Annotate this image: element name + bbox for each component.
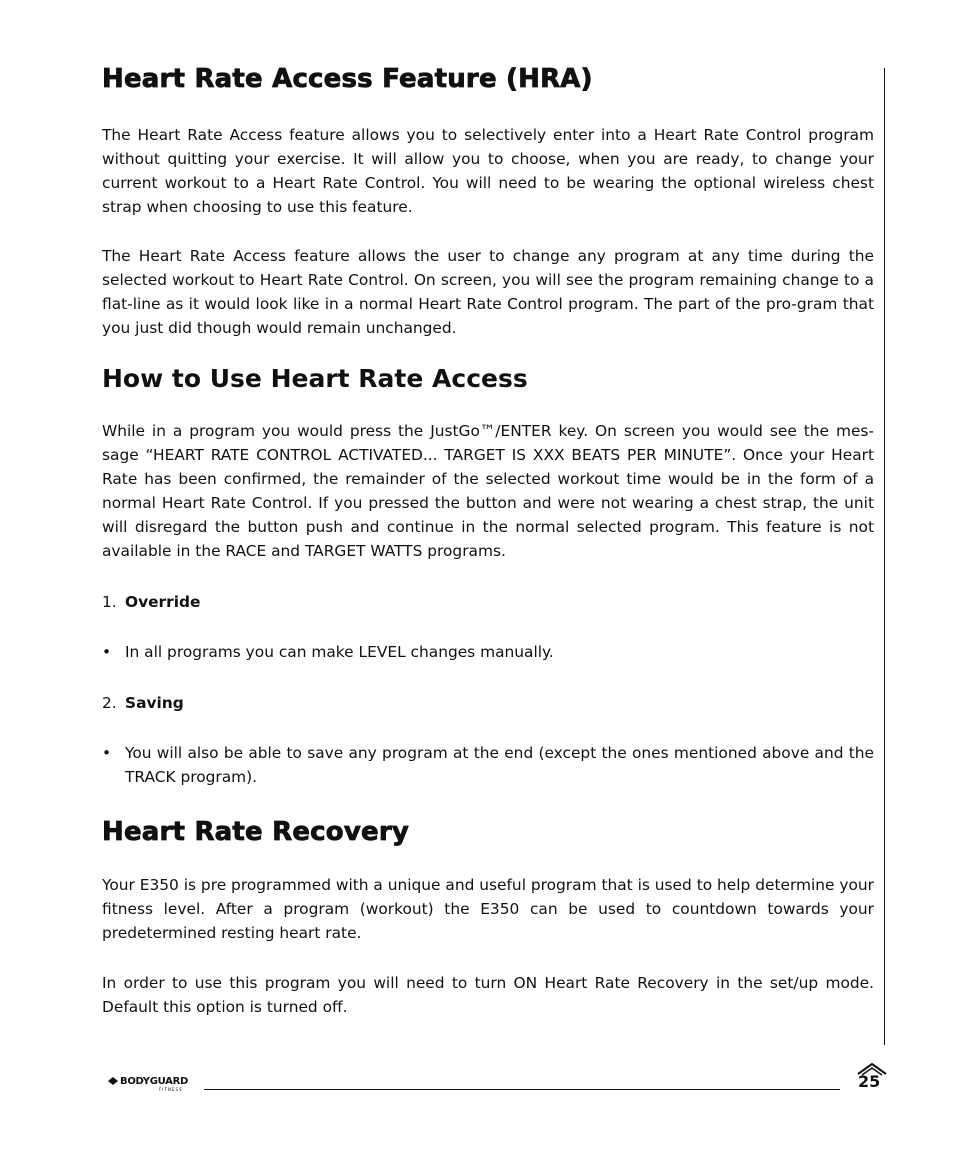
list-label: Saving	[125, 694, 184, 712]
list-label: Override	[125, 593, 201, 611]
bullet-text: In all programs you can make LEVEL changes manually.	[125, 643, 554, 661]
recovery-paragraph-1: Your E350 is pre programmed with a unique and useful program that is used to help determine your fitness level. After a program (workout) the E350 can be used to countdown towards your predetermined resting heart rate.	[102, 876, 874, 942]
right-margin-rule	[884, 68, 885, 1045]
hra-paragraph-1: The Heart Rate Access feature allows you to selectively enter into a Heart Rate Control program without quitting your exercise. It will allow you to choose, when you are ready, to change your current workout to a Heart Rate Control. You will need to be wearing the optional wireless chest strap when choosing to use this feature.	[102, 126, 874, 216]
logo-subtext: FITNESS	[159, 1087, 183, 1092]
page-number: 25	[858, 1072, 881, 1091]
bodyguard-logo	[107, 1072, 191, 1094]
list-number: 1.	[102, 593, 117, 611]
list-number: 2.	[102, 694, 117, 712]
bullet-mark: •	[102, 643, 112, 661]
list-item-override	[102, 590, 874, 614]
recovery-paragraph-2: In order to use this program you will need to turn ON Heart Rate Recovery in the set/up mode. Default this option is turned off.	[102, 974, 874, 1016]
logo-text: BODYGUARD	[120, 1076, 188, 1087]
logo-mark-icon	[107, 1072, 191, 1094]
bullet-item	[102, 741, 874, 789]
how-to-heading: How to Use Heart Rate Access	[102, 364, 528, 393]
footer-rule	[204, 1089, 840, 1090]
page-number-badge	[856, 1062, 888, 1094]
recovery-heading: Heart Rate Recovery	[102, 817, 410, 847]
bullet-item	[102, 640, 874, 664]
bullet-mark: •	[102, 744, 112, 762]
page-content	[102, 62, 874, 1019]
list-item-saving	[102, 691, 874, 715]
hra-heading: Heart Rate Access Feature (HRA)	[102, 64, 593, 94]
hra-paragraph-2: The Heart Rate Access feature allows the user to change any program at any time during the selected workout to Heart Rate Control. On screen, you will see the program remaining change to a flat-line as it would look like in a normal Heart Rate Control program. The part of the pro-gram that you just did though would remain unchanged.	[102, 247, 874, 337]
how-to-paragraph: While in a program you would press the JustGo™/ENTER key. On screen you would see the mes-sage “HEART RATE CONTROL ACTIVATED... TARGET IS XXX BEATS PER MINUTE”. Once your Heart Rate has been confirmed, the remainder of the selected workout time would be in the form of a normal Heart Rate Control. If you pressed the button and were not wearing a chest strap, the unit will disregard the button push and continue in the normal selected program. This feature is not available in the RACE and TARGET WATTS programs.	[102, 422, 874, 560]
bullet-text: You will also be able to save any program at the end (except the ones mentioned above and the TRACK program).	[125, 744, 874, 786]
